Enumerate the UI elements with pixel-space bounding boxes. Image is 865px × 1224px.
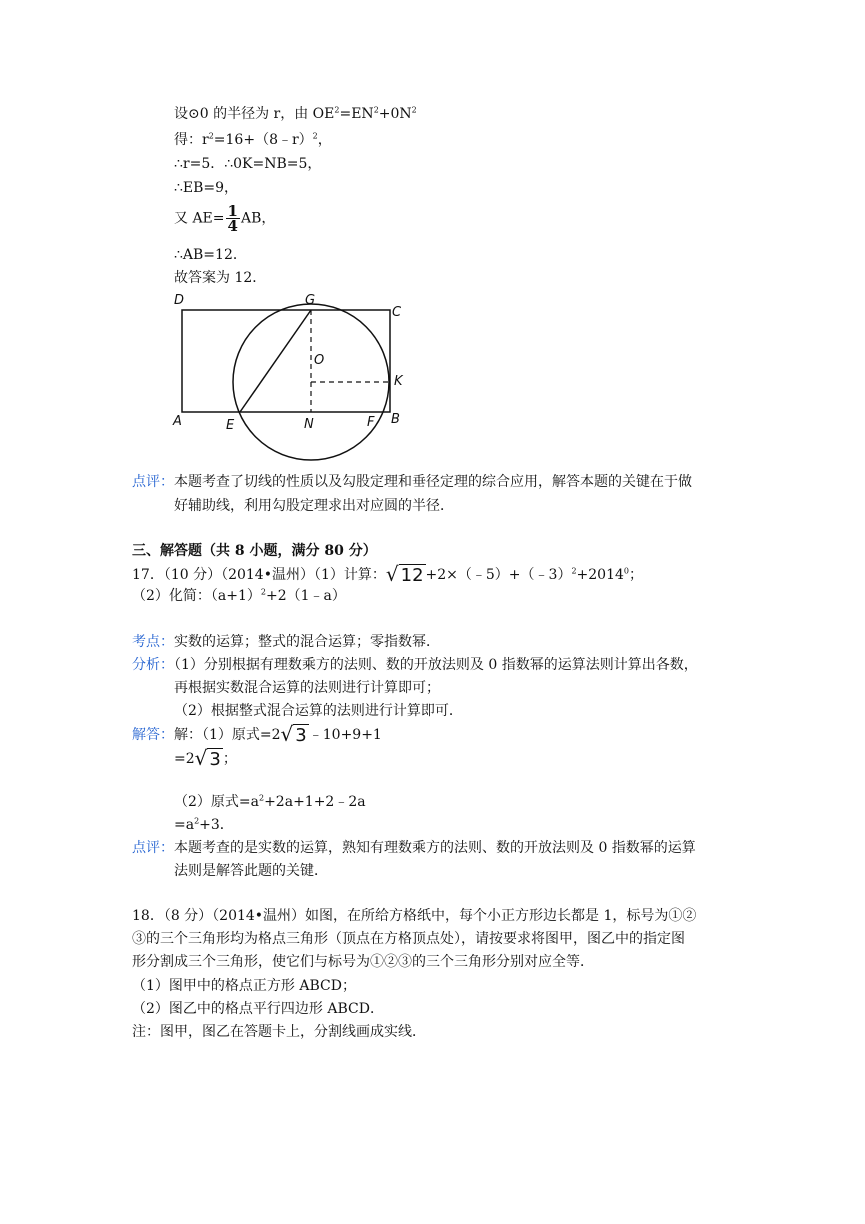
q17-fenxi-3: （2）根据整式混合运算的法则进行计算即可．	[174, 703, 463, 719]
q17-jieda-3: （2）原式$=a^2+2a+1+2﹣2a$	[174, 793, 366, 810]
solution-line-equation: 得：$r^2=16+(8﹣r)^2$，	[174, 131, 332, 148]
label-c: C	[392, 305, 402, 320]
q17-fenxi-1: 分析：（1）分别根据有理数乘方的法则、数的开放法则及 0 指数幂的运算法则计算出各数，	[132, 657, 698, 673]
fraction-one-quarter: $\frac{1}{4}$	[227, 202, 238, 235]
label-o: O	[314, 353, 325, 368]
section-title: 三、解答题（共 8 小题，满分 80 分）	[132, 543, 377, 559]
label-e: E	[226, 418, 235, 433]
q17-fenxi-2: 再根据实数混合运算的法则进行计算即可；	[174, 680, 440, 696]
fenxi-label: 分析：	[132, 657, 174, 673]
q18-note: 注：图甲，图乙在答题卡上，分割线画成实线．	[132, 1024, 426, 1040]
q18-line-4: （1）图甲中的格点正方形 ABCD；	[132, 978, 356, 994]
solution-line-eb: ∴EB=9，	[174, 180, 239, 196]
dianping-label: 点评：	[132, 840, 174, 856]
q17-dianping-2: 法则是解答此题的关键．	[174, 863, 328, 879]
solution-line-r: ∴r=5．∴0K=NB=5，	[174, 156, 322, 172]
q17-jieda-2: =2√ 3 ；	[174, 746, 237, 770]
q17-kaodian: 考点：实数的运算；整式的混合运算；零指数幂．	[132, 634, 440, 650]
rectangle-abcd	[182, 310, 390, 412]
comment-label: 点评：	[132, 474, 174, 490]
jieda-label: 解答：	[132, 727, 174, 743]
solution-line-ae: 又 AE= $\frac{1}{4}$ AB，	[174, 202, 276, 235]
sqrt-3: √ 3	[280, 722, 307, 746]
q18-line-1: 18．（8 分）（2014•温州）如图，在所给方格纸中，每个小正方形边长都是 1，标号为①②	[132, 908, 697, 924]
label-g: G	[305, 293, 316, 308]
q18-line-2: ③的三个三角形均为格点三角形（顶点在方格顶点处），请按要求将图甲，图乙中的指定图	[132, 931, 685, 947]
q18-line-5: （2）图乙中的格点平行四边形 ABCD．	[132, 1001, 384, 1017]
solution-line-answer: 故答案为 12．	[174, 270, 267, 286]
q17-jieda-4: $=a^2+3$．	[174, 816, 234, 833]
q17-dianping-1: 点评：本题考查的是实数的运算，熟知有理数乘方的法则、数的开放法则及 0 指数幂的运算	[132, 840, 696, 856]
q17-part2: （2）化简：$(a+1)^2+2(1﹣a)$	[132, 587, 346, 604]
label-f: F	[367, 415, 375, 430]
q17-stem: 17．（10 分）（2014•温州）（1）计算：√ $12 +2\times(﹣5)+(﹣3)^2+2014^0$；	[132, 562, 643, 586]
comment-line-2: 好辅助线，利用勾股定理求出对应圆的半径．	[174, 498, 454, 514]
geometry-figure	[168, 288, 418, 468]
comment-line-1: 点评：本题考查了切线的性质以及勾股定理和垂径定理的综合应用，解答本题的关键在于做	[132, 474, 692, 490]
label-a: A	[173, 414, 182, 429]
label-n: N	[304, 417, 314, 432]
label-d: D	[174, 293, 185, 308]
sqrt-12: √ 12	[385, 562, 424, 586]
sqrt-3-result: √ 3	[194, 746, 221, 770]
label-k: K	[394, 374, 403, 389]
q18-line-3: 形分割成三个三角形，使它们与标号为①②③的三个三角形分别对应全等．	[132, 954, 594, 970]
chord-eg	[240, 310, 311, 412]
label-b: B	[391, 412, 400, 427]
solution-line-radius: 设⊙0 的半径为 r，由 $OE^2=EN^2+0N^2$	[174, 105, 417, 122]
q17-jieda-1: 解答：解：（1）原式=2√ 3 ﹣10+9+1	[132, 722, 382, 746]
solution-line-ab: ∴AB=12．	[174, 247, 247, 263]
kaodian-label: 考点：	[132, 634, 174, 650]
